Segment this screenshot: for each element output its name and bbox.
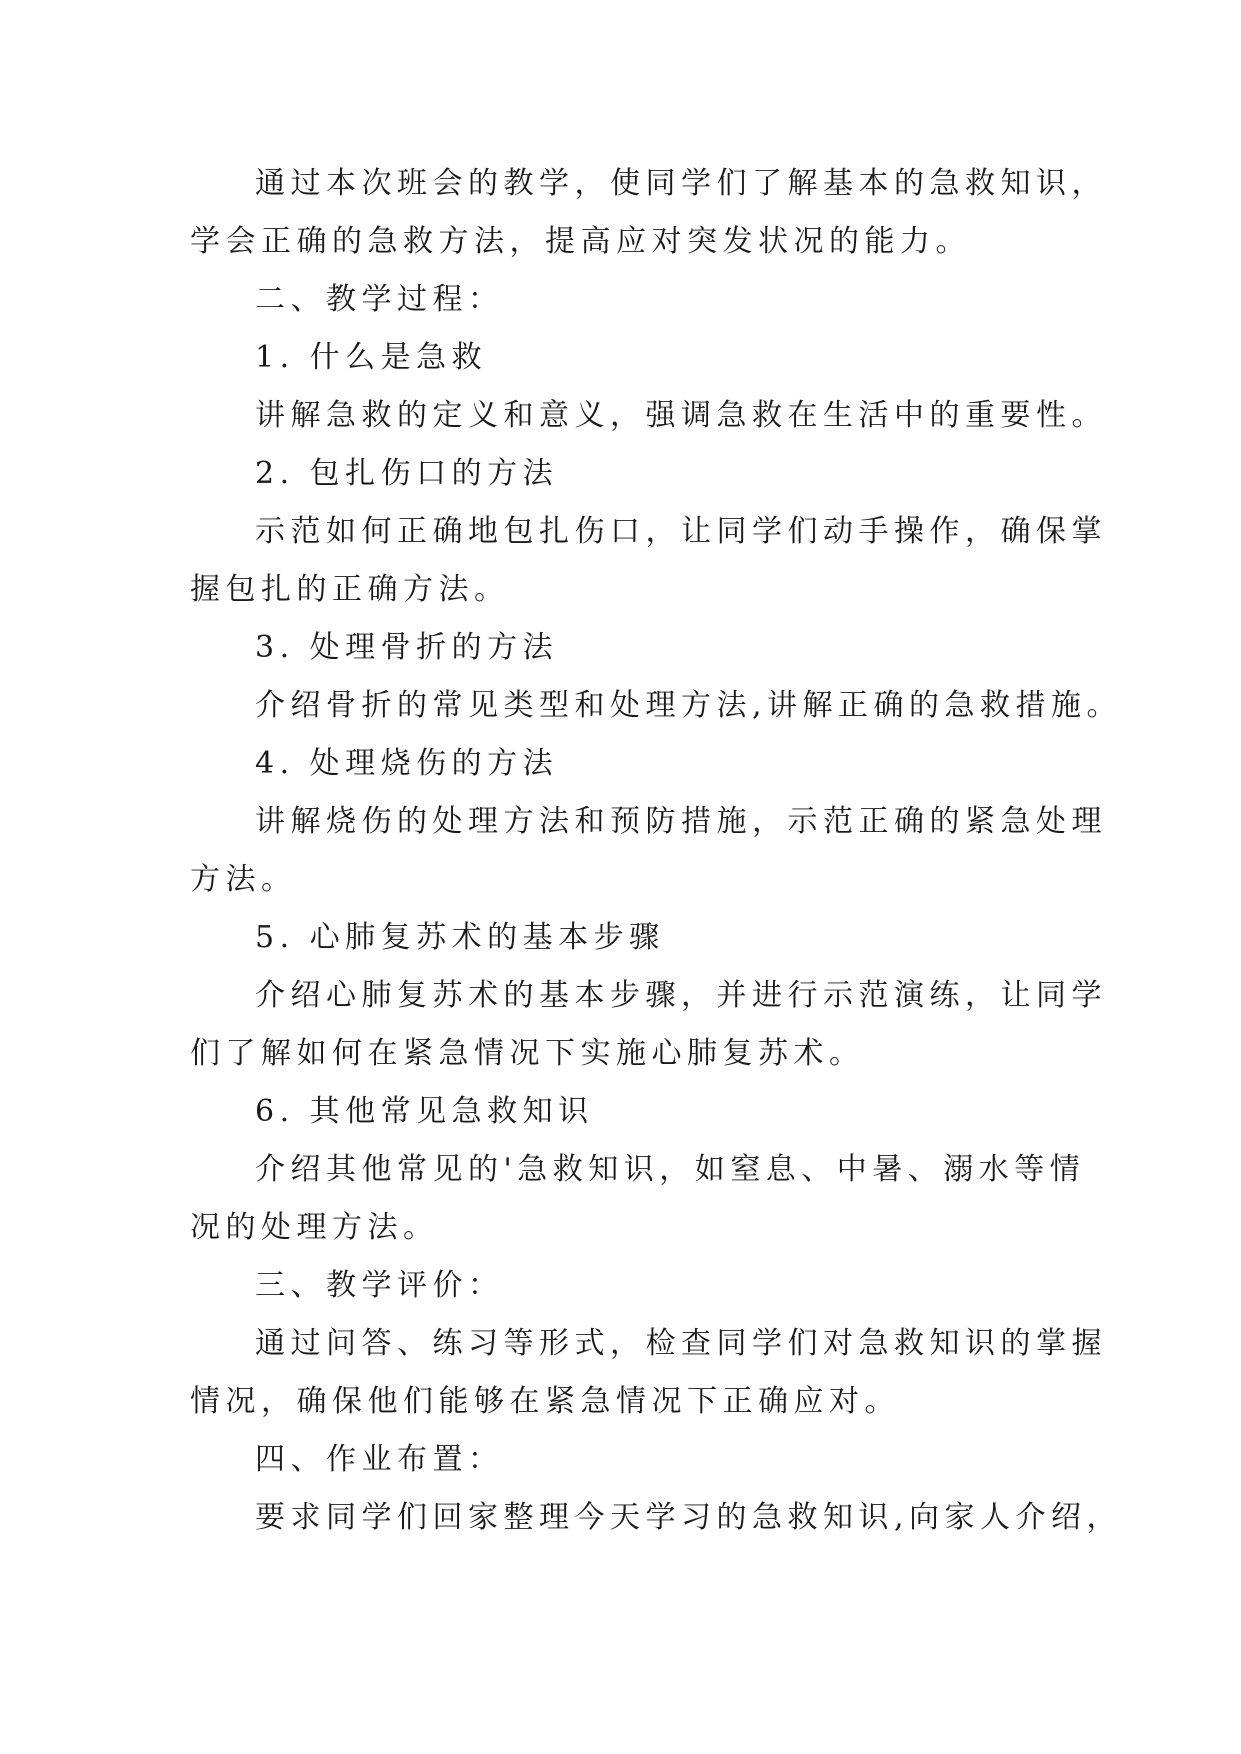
paragraph-line: 讲解急救的定义和意义，强调急救在生活中的重要性。	[255, 398, 1107, 433]
paragraph-line: 方法。	[190, 862, 297, 897]
paragraph-line: 通过本次班会的教学，使同学们了解基本的急救知识，	[255, 166, 1107, 201]
item-heading: 6. 其他常见急救知识	[255, 1094, 594, 1129]
paragraph-line: 握包扎的正确方法。	[190, 572, 510, 607]
paragraph-line: 情况，确保他们能够在紧急情况下正确应对。	[190, 1384, 900, 1419]
paragraph-line: 况的处理方法。	[190, 1210, 439, 1245]
paragraph-line: 介绍心肺复苏术的基本步骤，并进行示范演练，让同学	[255, 978, 1107, 1013]
paragraph-line: 要求同学们回家整理今天学习的急救知识,向家人介绍，	[255, 1500, 1123, 1535]
section-heading: 二、教学过程：	[255, 282, 504, 317]
paragraph-line: 们了解如何在紧急情况下实施心肺复苏术。	[190, 1036, 865, 1071]
paragraph-line: 介绍骨折的常见类型和处理方法,讲解正确的急救措施。	[255, 688, 1123, 723]
item-heading: 5. 心肺复苏术的基本步骤	[255, 920, 665, 955]
section-heading: 四、作业布置：	[255, 1442, 504, 1477]
section-heading: 三、教学评价：	[255, 1268, 504, 1303]
paragraph-line: 讲解烧伤的处理方法和预防措施，示范正确的紧急处理	[255, 804, 1107, 839]
paragraph-line: 示范如何正确地包扎伤口，让同学们动手操作，确保掌	[255, 514, 1107, 549]
item-heading: 1. 什么是急救	[255, 340, 488, 375]
paragraph-line: 介绍其他常见的'急救知识，如窒息、中暑、溺水等情	[255, 1152, 1086, 1187]
item-heading: 4. 处理烧伤的方法	[255, 746, 559, 781]
paragraph-line: 通过问答、练习等形式，检查同学们对急救知识的掌握	[255, 1326, 1107, 1361]
item-heading: 3. 处理骨折的方法	[255, 630, 559, 665]
item-heading: 2. 包扎伤口的方法	[255, 456, 559, 491]
paragraph-line: 学会正确的急救方法，提高应对突发状况的能力。	[190, 224, 971, 259]
